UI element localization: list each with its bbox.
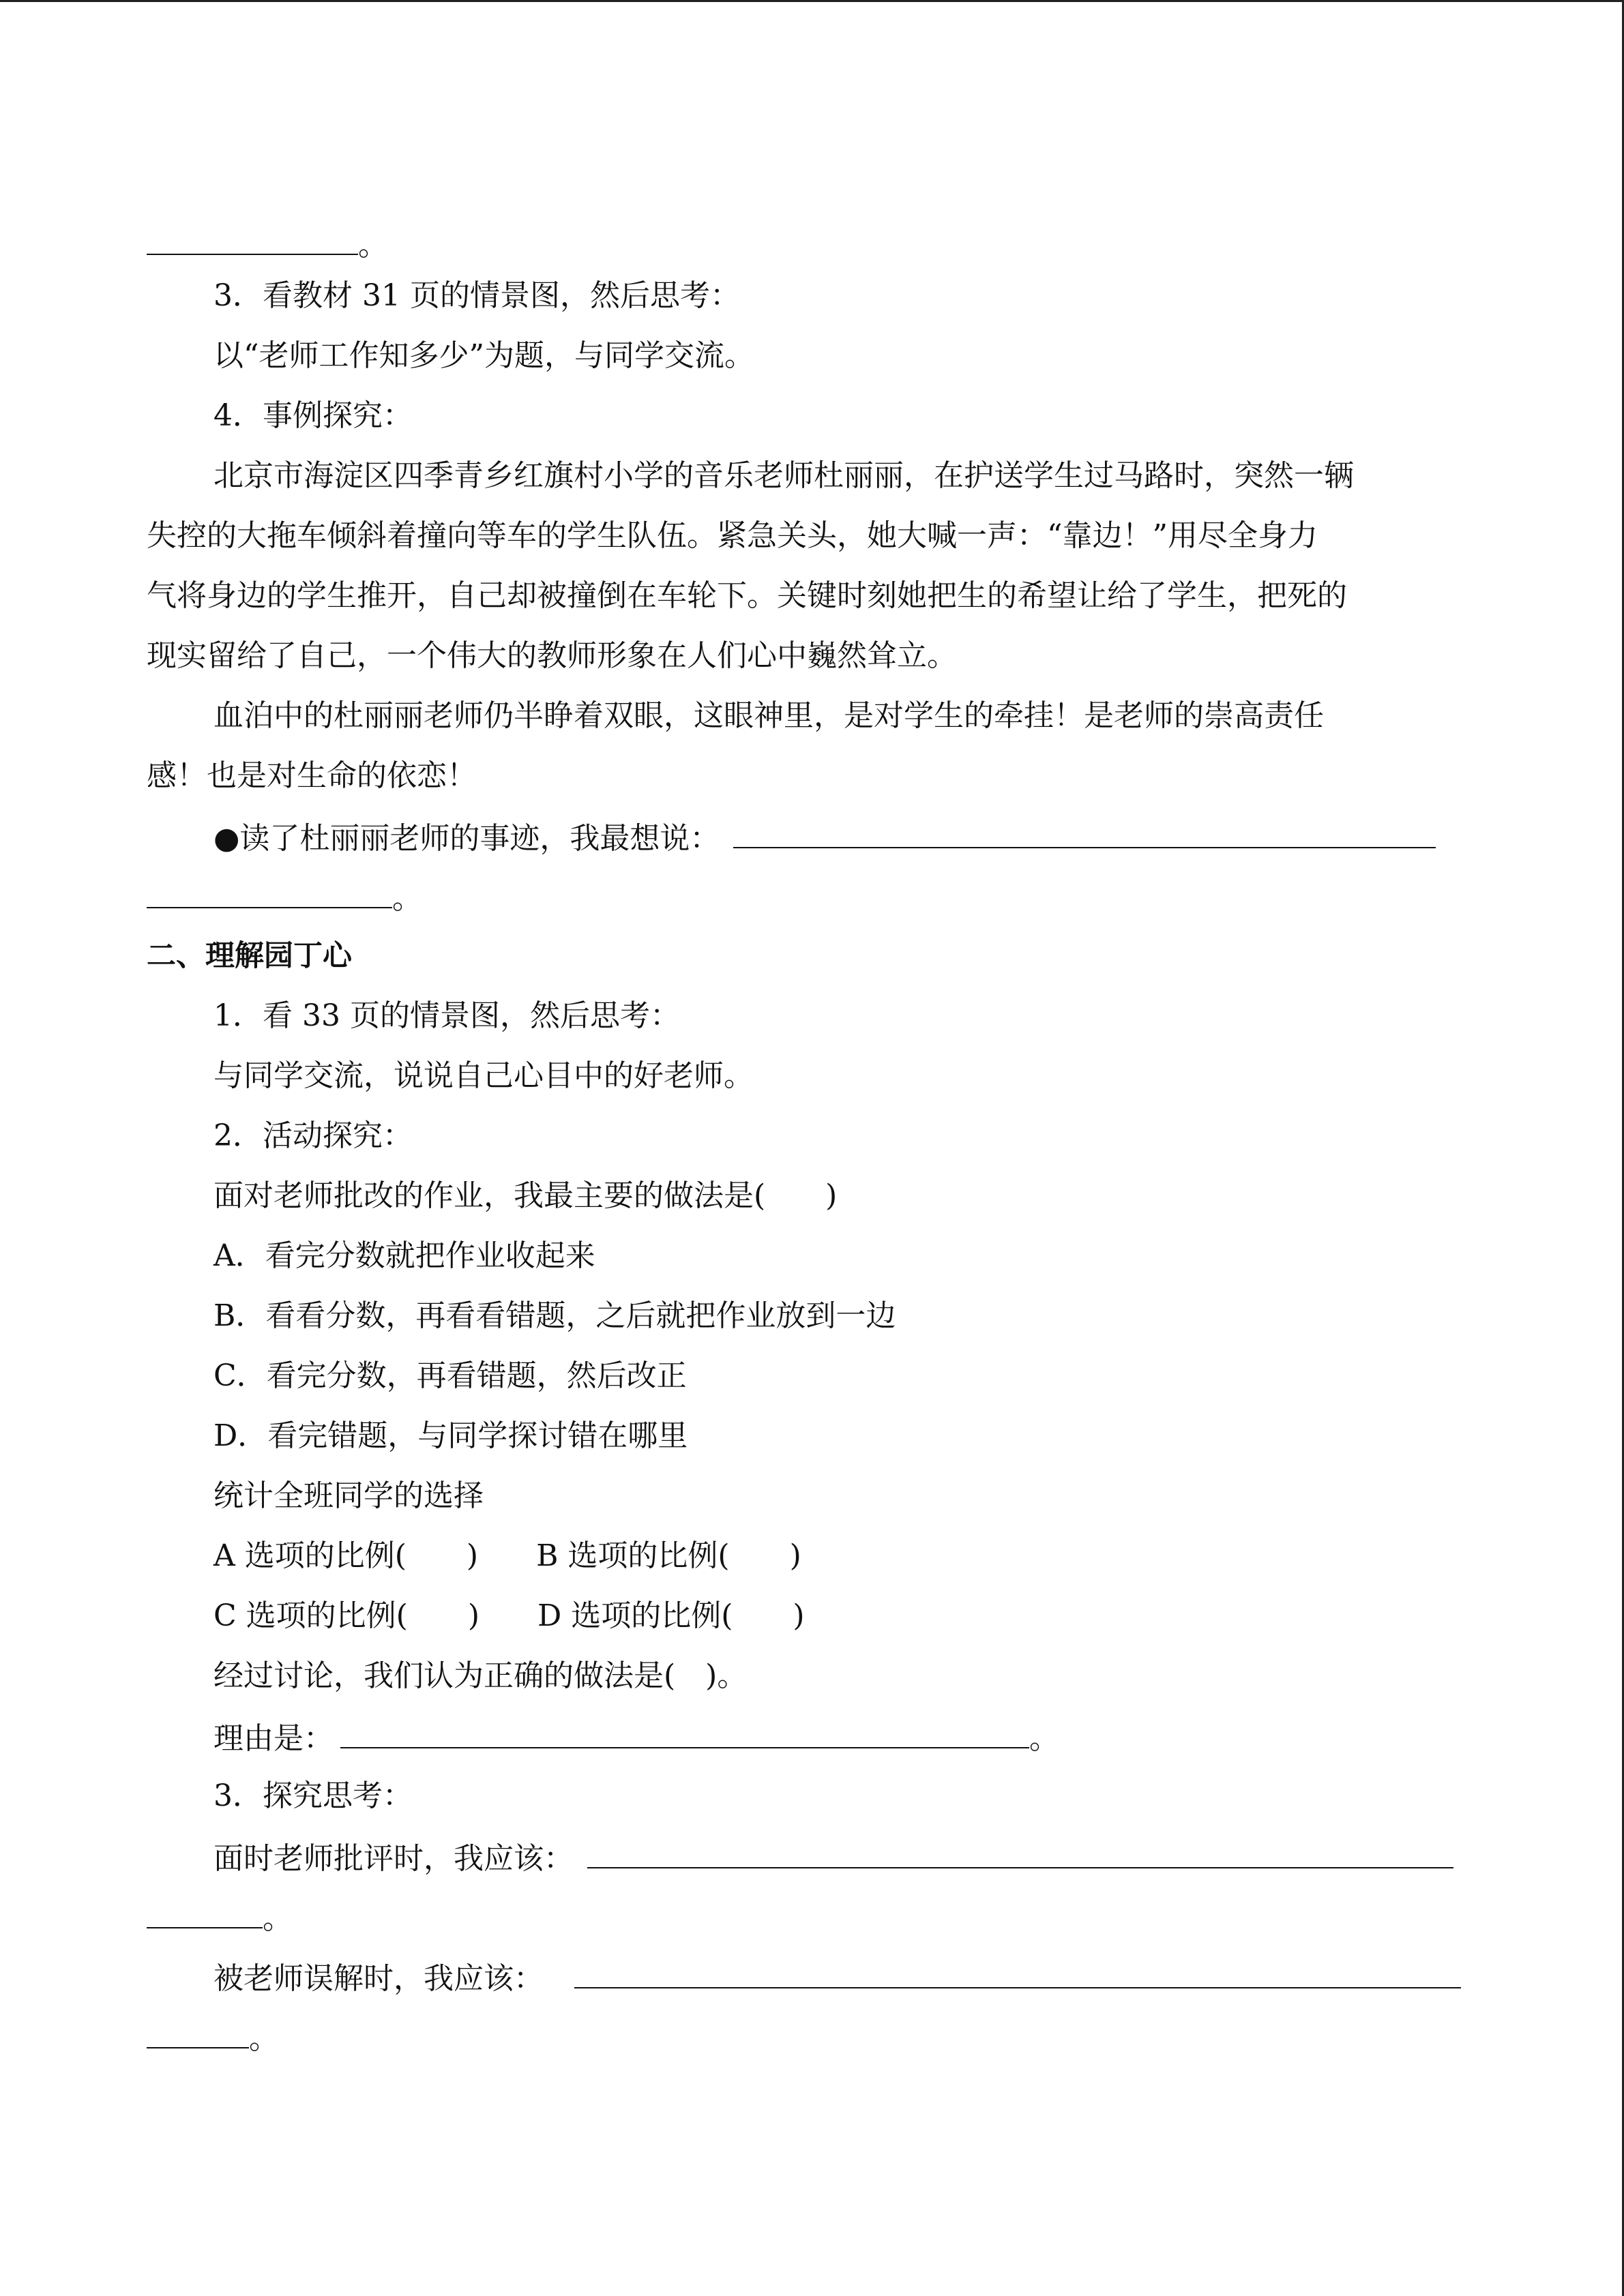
- period: 。: [249, 2021, 279, 2056]
- item-3: 3．看教材 31 页的情景图，然后思考：: [213, 278, 740, 313]
- statistics-label: 统计全班同学的选择: [213, 1478, 484, 1513]
- answer-blank[interactable]: [147, 213, 358, 255]
- misunderstood-line: [213, 1946, 1547, 2006]
- sub-item-2: 2．活动探究：: [213, 1118, 413, 1153]
- ratio-b: B 选项的比例( ): [536, 1538, 801, 1573]
- period: 。: [1029, 1721, 1059, 1756]
- question-read-cont: [147, 866, 1480, 926]
- misunderstood-label: 被老师误解时，我应该：: [213, 1961, 544, 1996]
- criticism-line: [213, 1826, 1547, 1886]
- criticism-label: 面时老师批评时，我应该：: [213, 1841, 574, 1876]
- answer-blank[interactable]: [587, 1826, 1453, 1868]
- sub-item-1: 1．看 33 页的情景图，然后思考：: [213, 998, 680, 1033]
- reason-line: [213, 1706, 1547, 1766]
- answer-blank[interactable]: [147, 2006, 249, 2048]
- ratio-a: A 选项的比例( ): [213, 1538, 479, 1573]
- choice-question: 面对老师批改的作业，我最主要的做法是( ): [213, 1178, 838, 1213]
- option-a: A．看完分数就把作业收起来: [213, 1238, 595, 1273]
- story-line-1: 北京市海淀区四季青乡红旗村小学的音乐老师杜丽丽，在护送学生过马路时，突然一辆: [213, 458, 1354, 493]
- reason-label: 理由是：: [213, 1721, 334, 1756]
- misunderstood-cont: [147, 2006, 1480, 2066]
- answer-blank[interactable]: [340, 1706, 1029, 1748]
- story-line-2: 失控的大拖车倾斜着撞向等车的学生队伍。紧急关头，她大喊一声：“靠边！”用尽全身力: [147, 518, 1318, 553]
- answer-blank[interactable]: [147, 1886, 263, 1928]
- answer-blank[interactable]: [574, 1946, 1461, 1988]
- question-read-label: ●读了杜丽丽老师的事迹，我最想说：: [213, 821, 720, 856]
- option-d: D．看完错题，与同学探讨错在哪里: [213, 1418, 688, 1453]
- story-line-6: 感！也是对生命的依恋！: [147, 758, 477, 793]
- ratio-row-1: [213, 1526, 1547, 1586]
- period: 。: [263, 1901, 293, 1936]
- discussion-result: 经过讨论，我们认为正确的做法是( )。: [213, 1658, 748, 1693]
- section-heading: 二、理解园丁心: [147, 939, 352, 973]
- option-c: C．看完分数，再看错题，然后改正: [213, 1358, 687, 1393]
- item-3-instruction: 以“老师工作知多少”为题，与同学交流。: [213, 338, 754, 373]
- period: 。: [392, 881, 422, 916]
- option-b: B．看看分数，再看看错题，之后就把作业放到一边: [213, 1298, 896, 1333]
- item-4: 4．事例探究：: [213, 398, 413, 433]
- line-blank-end: [147, 213, 1480, 273]
- answer-blank[interactable]: [733, 806, 1436, 848]
- answer-blank[interactable]: [147, 866, 392, 908]
- criticism-cont: [147, 1886, 1480, 1946]
- period: 。: [358, 228, 388, 263]
- story-line-5: 血泊中的杜丽丽老师仍半睁着双眼，这眼神里，是对学生的牵挂！是老师的崇高责任: [213, 698, 1324, 733]
- sub-item-1-instruction: 与同学交流，说说自己心目中的好老师。: [213, 1058, 754, 1093]
- ratio-row-2: [213, 1586, 1547, 1646]
- question-read: [213, 806, 1547, 866]
- sub-item-3: 3．探究思考：: [213, 1778, 413, 1813]
- ratio-d: D 选项的比例( ): [537, 1598, 805, 1633]
- ratio-c: C 选项的比例( ): [213, 1598, 479, 1633]
- story-line-3: 气将身边的学生推开，自己却被撞倒在车轮下。关键时刻她把生的希望让给了学生，把死的: [147, 578, 1347, 613]
- story-line-4: 现实留给了自己，一个伟大的教师形象在人们心中巍然耸立。: [147, 638, 957, 673]
